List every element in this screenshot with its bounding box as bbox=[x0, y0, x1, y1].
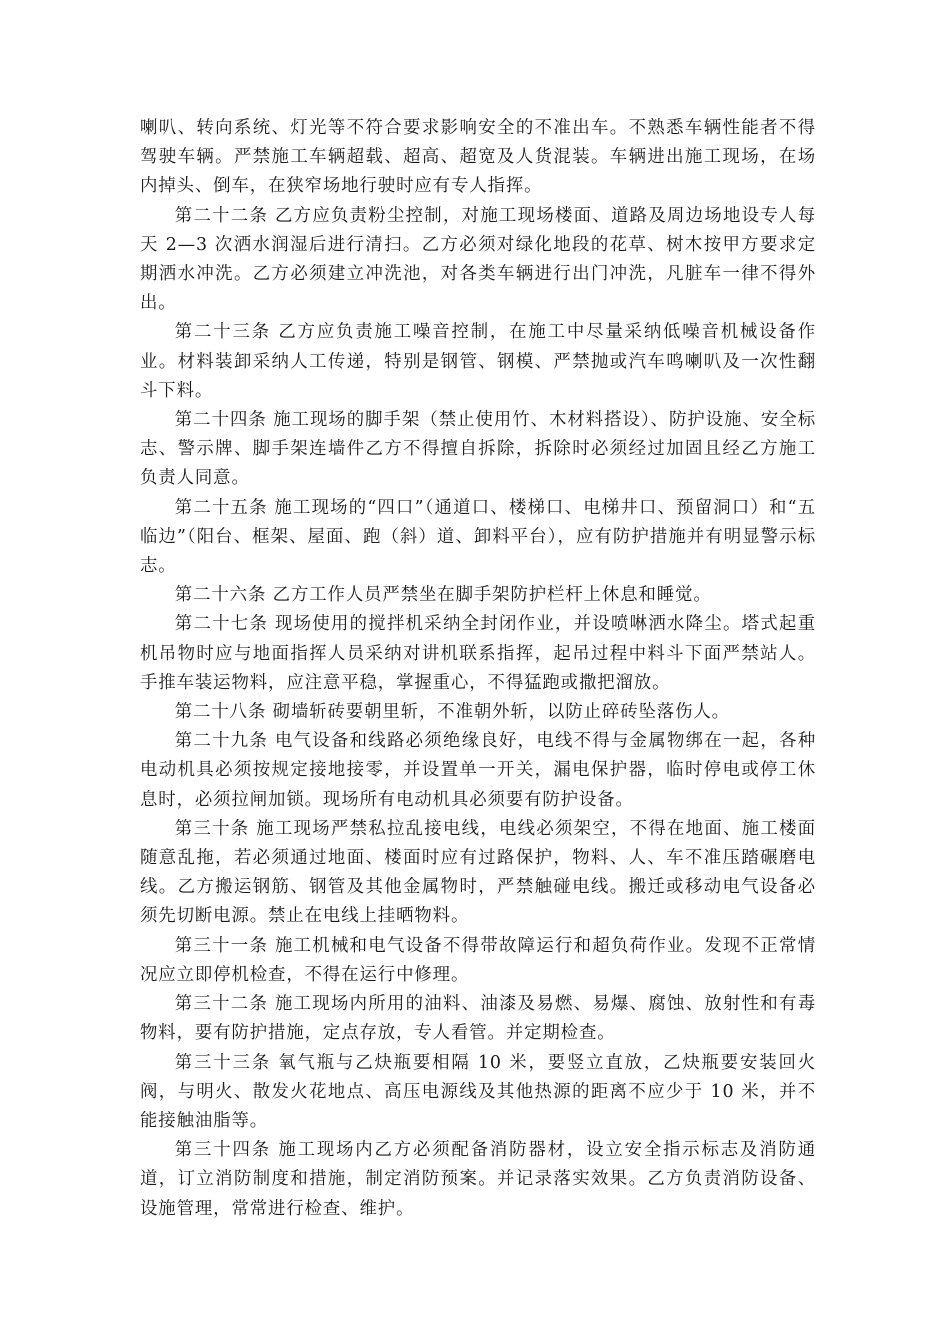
document-body bbox=[140, 114, 816, 1224]
article-30: 第三十条 施工现场严禁私拉乱接电线，电线必须架空，不得在地面、施工楼面随意乱拖，若必须通过地面、楼面时应有过路保护，物料、人、车不准压踏碾磨电线。乙方搬运钢筋、钢管及其他金属物时，严禁触碰电线。搬迁或移动电气设备必须先切断电源。禁止在电线上挂晒物料。 bbox=[140, 818, 816, 927]
article-31: 第三十一条 施工机械和电气设备不得带故障运行和超负荷作业。发现不正常情况应立即停机检查，不得在运行中修理。 bbox=[140, 935, 816, 985]
article-33: 第三十三条 氧气瓶与乙炔瓶要相隔 10 米，要竖立直放，乙炔瓶要安装回火阀，与明火、散发火花地点、高压电源线及其他热源的距离不应少于 10 米，并不能接触油脂等。 bbox=[140, 1052, 816, 1131]
article-22: 第二十二条 乙方应负责粉尘控制，对施工现场楼面、道路及周边场地设专人每天 2—3 次洒水润湿后进行清扫。乙方必须对绿化地段的花草、树木按甲方要求定期洒水冲洗。乙方必须建立冲洗池，对各类车辆进行出门冲洗，凡脏车一律不得外出。 bbox=[140, 205, 816, 314]
article-24: 第二十四条 施工现场的脚手架（禁止使用竹、木材料搭设）、防护设施、安全标志、警示牌、脚手架连墙件乙方不得擅自拆除，拆除时必须经过加固且经乙方施工负责人同意。 bbox=[140, 410, 816, 489]
article-23: 第二十三条 乙方应负责施工噪音控制，在施工中尽量采纳低噪音机械设备作业。材料装卸采纳人工传递，特别是钢管、钢模、严禁抛或汽车鸣喇叭及一次性翻斗下料。 bbox=[140, 322, 816, 401]
article-27: 第二十七条 现场使用的搅拌机采纳全封闭作业，并设喷啉洒水降尘。塔式起重机吊物时应与地面指挥人员采纳对讲机联系指挥，起吊过程中料斗下面严禁站人。手推车装运物料，应注意平稳，掌握重心，不得猛跑或撒把溜放。 bbox=[140, 614, 816, 693]
article-32: 第三十二条 施工现场内所用的油料、油漆及易燃、易爆、腐蚀、放射性和有毒物料，要有防护措施，定点存放，专人看管。并定期检查。 bbox=[140, 994, 816, 1044]
article-34: 第三十四条 施工现场内乙方必须配备消防器材，设立安全指示标志及消防通道，订立消防制度和措施，制定消防预案。并记录落实效果。乙方负责消防设备、设施管理，常常进行检查、维护。 bbox=[140, 1140, 816, 1219]
article-25: 第二十五条 施工现场的“四口”（通道口、楼梯口、电梯井口、预留洞口）和“五临边”（阳台、框架、屋面、跑（斜）道、卸料平台），应有防护措施并有明显警示标志。 bbox=[140, 497, 816, 577]
article-28: 第二十八条 砌墙斩砖要朝里斩，不准朝外斩，以防止碎砖坠落伤人。 bbox=[174, 702, 730, 723]
paragraph-continuation: 喇叭、转向系统、灯光等不符合要求影响安全的不准出车。不熟悉车辆性能者不得驾驶车辆。严禁施工车辆超载、超高、超宽及人货混装。车辆进出施工现场，在场内掉头、倒车，在狭窄场地行驶时应有专人指挥。 bbox=[140, 118, 816, 197]
article-26: 第二十六条 乙方工作人员严禁坐在脚手架防护栏杆上休息和睡觉。 bbox=[174, 585, 712, 606]
article-29: 第二十九条 电气设备和线路必须绝缘良好，电线不得与金属物绑在一起，各种电动机具必须按规定接地接零，并设置单一开关，漏电保护器，临时停电或停工休息时，必须拉闸加锁。现场所有电动机具必须要有防护设备。 bbox=[140, 731, 816, 810]
